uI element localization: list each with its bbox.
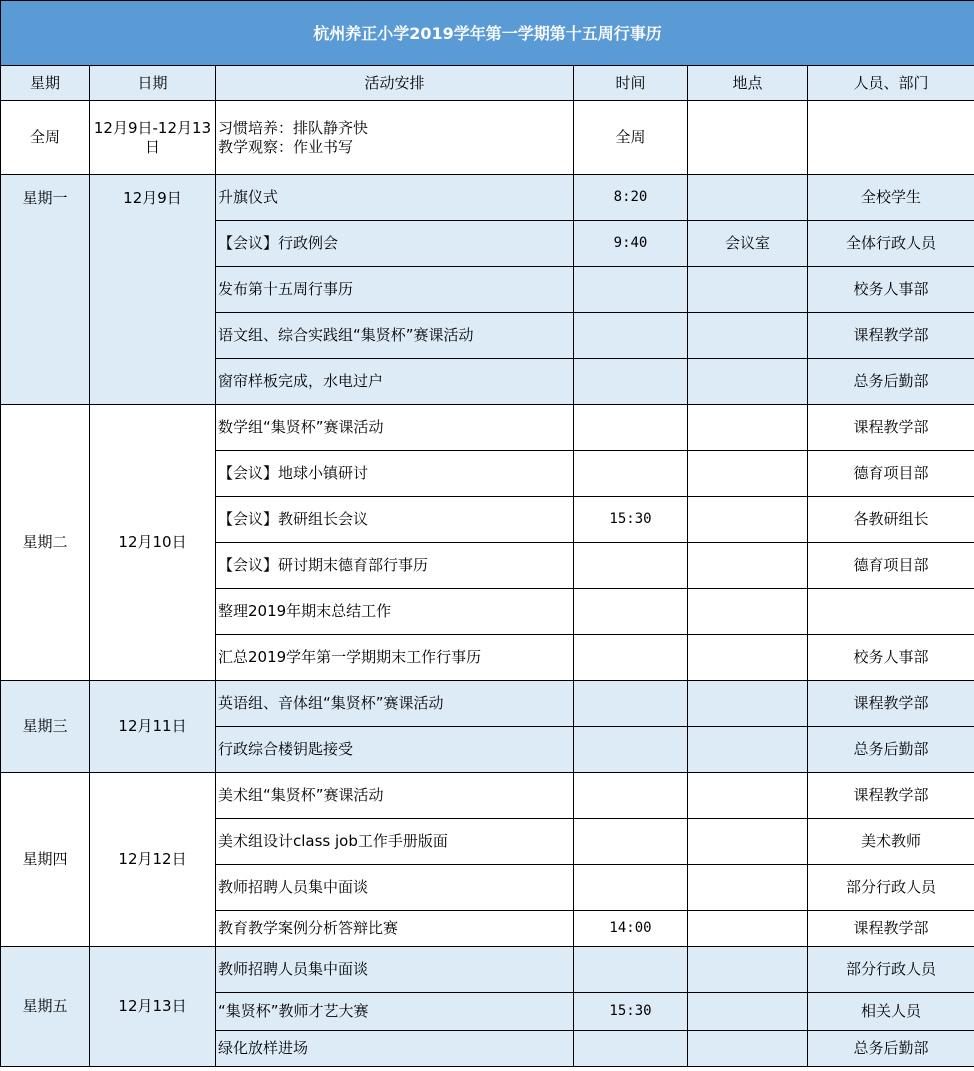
activity-cell: 绿化放样进场 (216, 1031, 574, 1067)
day-cell: 全周 (1, 101, 90, 175)
date-cell: 12月11日 (90, 681, 216, 773)
place-cell (688, 359, 808, 405)
place-cell (688, 947, 808, 993)
day-cell: 星期二 (1, 405, 90, 681)
activity-cell: 汇总2019学年第一学期期末工作行事历 (216, 635, 574, 681)
activity-cell: 【会议】行政例会 (216, 221, 574, 267)
header-activity: 活动安排 (216, 66, 574, 101)
table-row (1, 405, 974, 451)
header-day: 星期 (1, 66, 90, 101)
time-cell (574, 1031, 688, 1067)
page-title: 杭州养正小学2019学年第一学期第十五周行事历 (1, 1, 974, 66)
activity-cell: 【会议】地球小镇研讨 (216, 451, 574, 497)
place-cell (688, 267, 808, 313)
place-cell (688, 175, 808, 221)
header-place: 地点 (688, 66, 808, 101)
people-cell: 课程教学部 (808, 405, 974, 451)
time-cell (574, 405, 688, 451)
day-cell: 星期三 (1, 681, 90, 773)
place-cell (688, 543, 808, 589)
date-cell: 12月9日-12月13日 (90, 101, 216, 175)
people-cell: 全体行政人员 (808, 221, 974, 267)
place-cell (688, 451, 808, 497)
people-cell: 德育项目部 (808, 451, 974, 497)
day-cell: 星期四 (1, 773, 90, 947)
activity-line: 习惯培养：排队静齐快 (218, 118, 369, 137)
time-cell: 15:30 (574, 497, 688, 543)
place-cell (688, 635, 808, 681)
activity-cell: 教育教学案例分析答辩比赛 (216, 911, 574, 947)
time-cell: 14:00 (574, 911, 688, 947)
people-cell: 全校学生 (808, 175, 974, 221)
time-cell (574, 727, 688, 773)
activity-cell: 数学组“集贤杯”赛课活动 (216, 405, 574, 451)
time-cell: 9:40 (574, 221, 688, 267)
date-cell: 12月12日 (90, 773, 216, 947)
day-cell: 星期五 (1, 947, 90, 1067)
activity-cell (216, 101, 574, 175)
time-cell: 15:30 (574, 993, 688, 1031)
place-cell (688, 589, 808, 635)
activity-cell: 整理2019年期末总结工作 (216, 589, 574, 635)
people-cell: 课程教学部 (808, 911, 974, 947)
activity-cell: 窗帘样板完成，水电过户 (216, 359, 574, 405)
time-cell (574, 947, 688, 993)
place-cell (688, 911, 808, 947)
activity-cell: 美术组“集贤杯”赛课活动 (216, 773, 574, 819)
place-cell (688, 819, 808, 865)
time-cell (574, 451, 688, 497)
activity-cell: 行政综合楼钥匙接受 (216, 727, 574, 773)
header-row (1, 66, 974, 101)
activity-cell: 美术组设计class job工作手册版面 (216, 819, 574, 865)
time-cell: 8:20 (574, 175, 688, 221)
activity-cell: 教师招聘人员集中面谈 (216, 947, 574, 993)
table-row (1, 773, 974, 819)
table-row (1, 947, 974, 993)
day-cell: 星期一 (1, 175, 90, 405)
people-cell: 校务人事部 (808, 635, 974, 681)
people-cell: 课程教学部 (808, 313, 974, 359)
activity-cell: 升旗仪式 (216, 175, 574, 221)
place-cell (688, 101, 808, 175)
time-cell (574, 543, 688, 589)
place-cell (688, 313, 808, 359)
people-cell: 相关人员 (808, 993, 974, 1031)
people-cell: 总务后勤部 (808, 1031, 974, 1067)
place-cell (688, 865, 808, 911)
time-cell (574, 313, 688, 359)
place-cell: 会议室 (688, 221, 808, 267)
activity-cell: 教师招聘人员集中面谈 (216, 865, 574, 911)
place-cell (688, 497, 808, 543)
people-cell: 校务人事部 (808, 267, 974, 313)
people-cell: 美术教师 (808, 819, 974, 865)
activity-cell: 英语组、音体组“集贤杯”赛课活动 (216, 681, 574, 727)
people-cell (808, 589, 974, 635)
place-cell (688, 405, 808, 451)
table-row (1, 681, 974, 727)
time-cell (574, 635, 688, 681)
time-cell (574, 681, 688, 727)
people-cell: 各教研组长 (808, 497, 974, 543)
activity-cell: 【会议】教研组长会议 (216, 497, 574, 543)
people-cell: 总务后勤部 (808, 359, 974, 405)
table-row (1, 175, 974, 221)
activity-cell: 语文组、综合实践组“集贤杯”赛课活动 (216, 313, 574, 359)
people-cell: 课程教学部 (808, 681, 974, 727)
people-cell (808, 101, 974, 175)
place-cell (688, 1031, 808, 1067)
place-cell (688, 773, 808, 819)
date-cell: 12月9日 (90, 175, 216, 405)
activity-cell: 【会议】研讨期末德育部行事历 (216, 543, 574, 589)
time-cell (574, 819, 688, 865)
time-cell (574, 267, 688, 313)
place-cell (688, 727, 808, 773)
time-cell (574, 773, 688, 819)
header-date: 日期 (90, 66, 216, 101)
time-cell (574, 359, 688, 405)
header-time: 时间 (574, 66, 688, 101)
table-row (1, 101, 974, 175)
people-cell: 部分行政人员 (808, 947, 974, 993)
time-cell: 全周 (574, 101, 688, 175)
date-cell: 12月10日 (90, 405, 216, 681)
place-cell (688, 681, 808, 727)
date-cell: 12月13日 (90, 947, 216, 1067)
time-cell (574, 589, 688, 635)
header-people: 人员、部门 (808, 66, 974, 101)
people-cell: 总务后勤部 (808, 727, 974, 773)
people-cell: 部分行政人员 (808, 865, 974, 911)
activity-cell: “集贤杯”教师才艺大赛 (216, 993, 574, 1031)
time-cell (574, 865, 688, 911)
activity-cell: 发布第十五周行事历 (216, 267, 574, 313)
place-cell (688, 993, 808, 1031)
activity-line: 教学观察：作业书写 (218, 137, 354, 156)
people-cell: 课程教学部 (808, 773, 974, 819)
people-cell: 德育项目部 (808, 543, 974, 589)
